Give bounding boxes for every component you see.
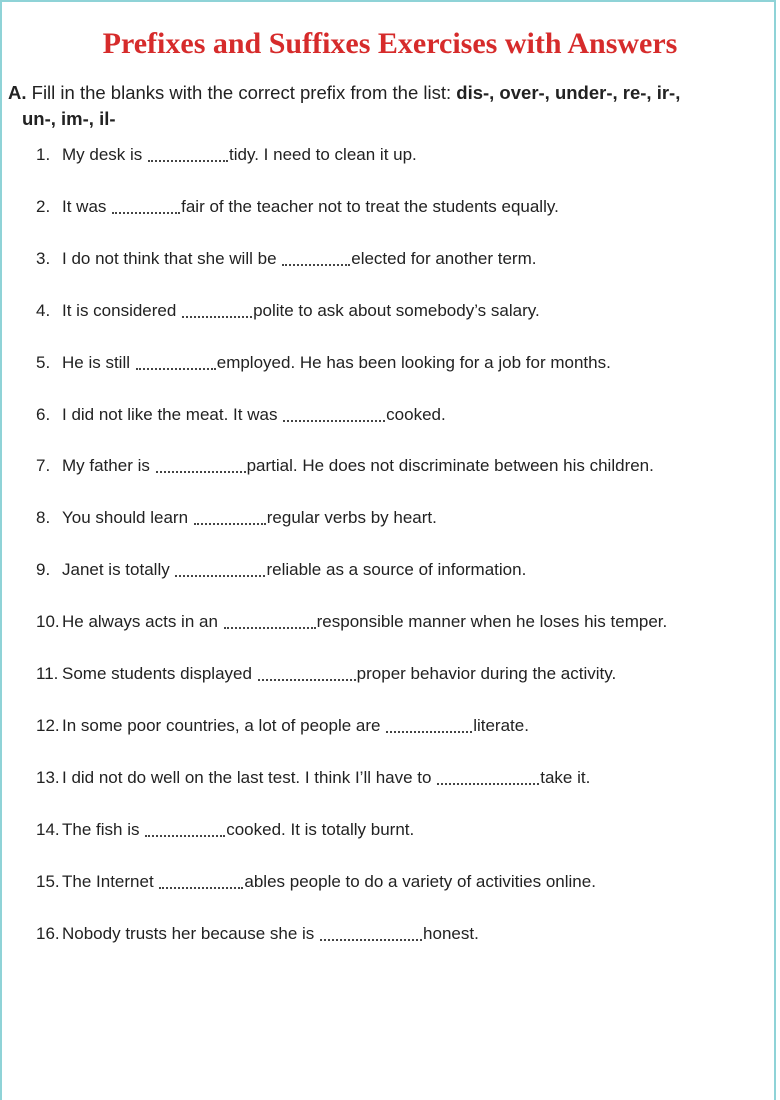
question-number: 5. bbox=[36, 352, 51, 372]
answer-blank[interactable] bbox=[135, 353, 217, 373]
question-item bbox=[36, 560, 526, 580]
prefix-list-line2: un-, im-, il- bbox=[22, 108, 116, 129]
question-text-before: You should learn bbox=[62, 508, 193, 528]
question-item bbox=[36, 872, 596, 892]
question-text-after: cooked. bbox=[386, 404, 446, 424]
question-number: 2. bbox=[36, 196, 51, 216]
answer-blank[interactable] bbox=[174, 560, 266, 580]
question-text-before: Nobody trusts her because she is bbox=[62, 923, 320, 943]
question-number: 12. bbox=[36, 715, 60, 735]
answer-blank[interactable] bbox=[436, 768, 540, 788]
question-text-before: My father is bbox=[62, 456, 155, 476]
question-text-before: He is still bbox=[62, 352, 135, 372]
question-text-before: In some poor countries, a lot of people are bbox=[62, 715, 386, 735]
question-text-before: Some students displayed bbox=[62, 664, 257, 683]
question-item bbox=[36, 249, 536, 269]
question-number: 7. bbox=[36, 456, 51, 476]
question-text-after: reliable as a source of information. bbox=[266, 560, 527, 580]
question-item bbox=[36, 405, 446, 425]
question-text-after: tidy. I need to clean it up. bbox=[229, 145, 417, 164]
answer-blank[interactable] bbox=[257, 664, 357, 684]
question-text-before: It is considered bbox=[62, 300, 182, 320]
question-text-before: I did not like the meat. It was bbox=[62, 404, 283, 424]
question-item bbox=[36, 353, 611, 373]
question-text-after: take it. bbox=[540, 767, 591, 787]
question-item bbox=[36, 145, 417, 165]
question-text-before: The Internet bbox=[62, 871, 159, 891]
question-number: 4. bbox=[36, 300, 51, 320]
section-instruction bbox=[8, 80, 768, 132]
question-number: 11. bbox=[36, 664, 59, 683]
answer-blank[interactable] bbox=[282, 405, 386, 425]
instruction-text: Fill in the blanks with the correct prefix from the list: bbox=[31, 82, 457, 103]
question-item bbox=[36, 664, 616, 684]
answer-blank[interactable] bbox=[181, 301, 253, 321]
question-number: 16. bbox=[36, 923, 60, 943]
question-text-after: honest. bbox=[423, 923, 479, 943]
question-number: 9. bbox=[36, 560, 51, 580]
question-text-after: polite to ask about somebody’s salary. bbox=[253, 300, 540, 320]
answer-blank[interactable] bbox=[111, 197, 181, 217]
question-text-before: It was bbox=[62, 196, 112, 216]
prefix-list-line1: dis-, over-, under-, re-, ir-, bbox=[456, 82, 681, 103]
question-item bbox=[36, 768, 590, 788]
answer-blank[interactable] bbox=[158, 872, 244, 892]
question-text-after: regular verbs by heart. bbox=[266, 508, 437, 528]
answer-blank[interactable] bbox=[281, 249, 351, 269]
question-item bbox=[36, 197, 559, 217]
question-number: 14. bbox=[36, 819, 60, 839]
question-item bbox=[36, 820, 414, 840]
question-text-after: partial. He does not discriminate between his children. bbox=[246, 456, 654, 476]
question-number: 13. bbox=[36, 767, 60, 787]
question-text-before: My desk is bbox=[62, 145, 148, 164]
question-item bbox=[36, 301, 540, 321]
question-text-after: elected for another term. bbox=[351, 248, 537, 268]
answer-blank[interactable] bbox=[144, 820, 226, 840]
question-text-after: literate. bbox=[473, 715, 529, 735]
question-text-before: The fish is bbox=[62, 819, 145, 839]
question-number: 1. bbox=[36, 145, 51, 164]
question-text-before: Janet is totally bbox=[62, 560, 175, 580]
question-item bbox=[36, 612, 667, 632]
answer-blank[interactable] bbox=[147, 145, 229, 165]
question-text-before: I do not think that she will be bbox=[62, 248, 282, 268]
question-text-after: employed. He has been looking for a job for months. bbox=[216, 352, 611, 372]
question-item bbox=[36, 456, 654, 476]
question-item bbox=[36, 508, 437, 528]
question-item bbox=[36, 924, 479, 944]
question-item bbox=[36, 716, 529, 736]
answer-blank[interactable] bbox=[319, 924, 423, 944]
question-number: 3. bbox=[36, 248, 51, 268]
question-text-before: I did not do well on the last test. I think I’ll have to bbox=[62, 767, 437, 787]
question-text-after: ables people to do a variety of activities online. bbox=[244, 871, 596, 891]
answer-blank[interactable] bbox=[193, 508, 267, 528]
question-text-after: responsible manner when he loses his temper. bbox=[316, 612, 668, 632]
answer-blank[interactable] bbox=[155, 456, 247, 476]
question-number: 6. bbox=[36, 404, 51, 424]
question-text-after: cooked. It is totally burnt. bbox=[226, 819, 415, 839]
question-text-after: fair of the teacher not to treat the students equally. bbox=[181, 196, 559, 216]
question-text-after: proper behavior during the activity. bbox=[356, 664, 617, 683]
page-title: Prefixes and Suffixes Exercises with Answers bbox=[102, 27, 678, 60]
question-number: 15. bbox=[36, 871, 60, 891]
question-text-before: He always acts in an bbox=[62, 612, 223, 632]
answer-blank[interactable] bbox=[223, 612, 317, 632]
section-letter: A. bbox=[8, 82, 27, 103]
question-number: 10. bbox=[36, 612, 60, 632]
answer-blank[interactable] bbox=[385, 716, 473, 736]
question-number: 8. bbox=[36, 508, 51, 528]
